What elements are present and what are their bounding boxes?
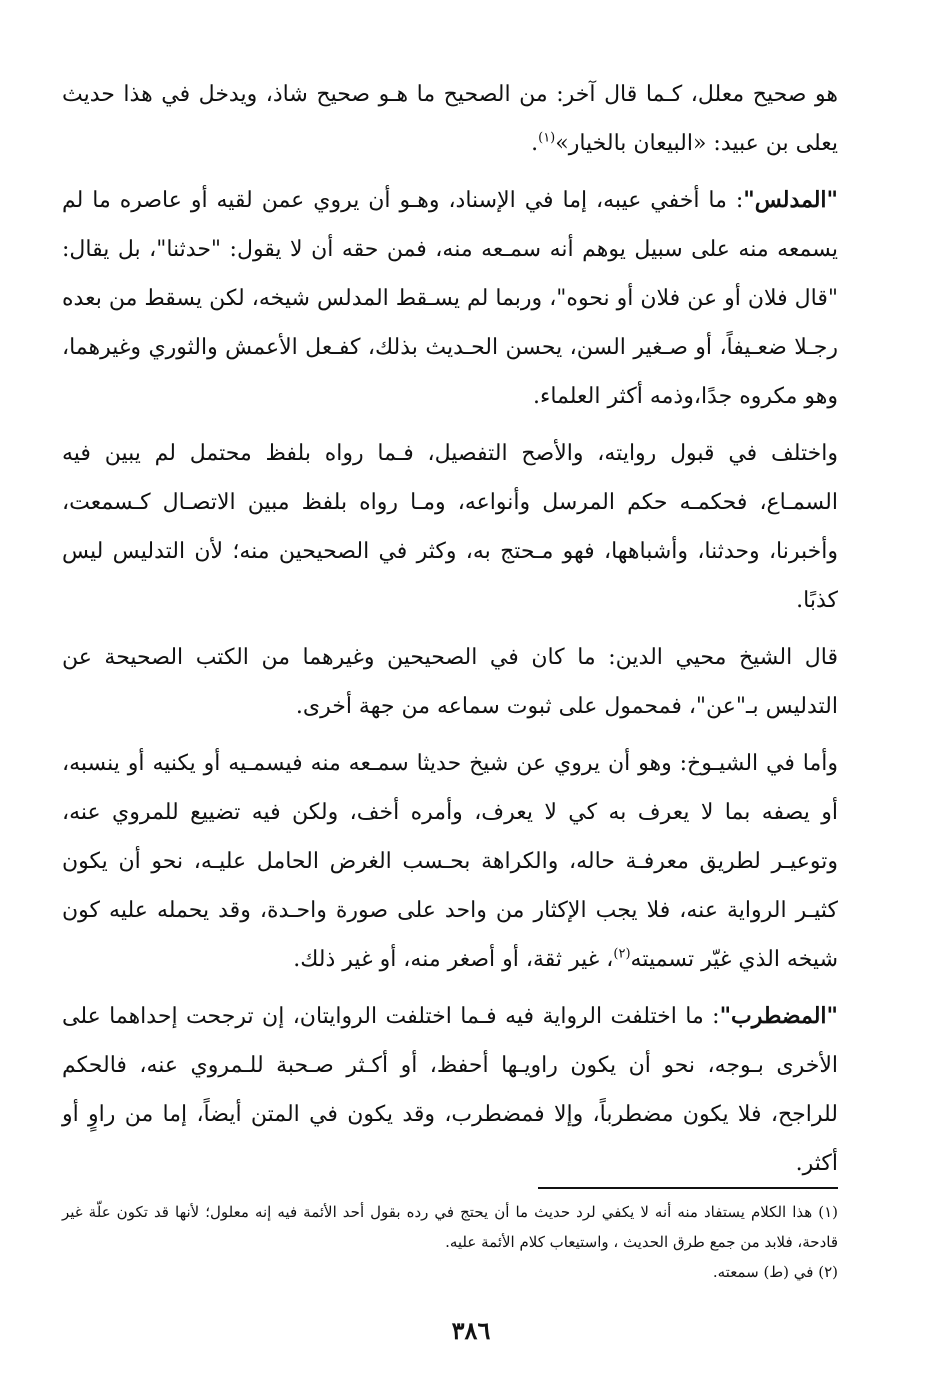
paragraph-2 xyxy=(62,176,838,421)
paragraph-tail: ، غير ثقة، أو أصغر منه، أو غير ذلك. xyxy=(293,947,614,972)
paragraph-tail: . xyxy=(531,131,539,156)
paragraph-text: هو صحيح معلل، كـما قال آخر: من الصحيح ما هـو صحيح شاذ، ويدخل في هذا حديث يعلى بن عبيد: «البيعان بالخيار» xyxy=(62,82,838,156)
paragraph-text: وأما في الشيـوخ: وهو أن يروي عن شيخ حديثا سمـعه منه فيسمـيه أو يكنيه أو ينسبه، أو يصفه بما لا يعرف به كي لا يعرف، وأمره أخف، ولكن فيه تضييع للمروي عنه، وتوعيـر لطريق معرفـة حاله، والكراهة بحـسب الغرض الحامل عليـه، نحو أن يكون كثيـر الرواية عنه، فلا يجب الإكثار من واحد على صورة واحـدة، وقد يحمله عليه كون شيخه الذي غيّر تسميته xyxy=(62,751,839,972)
footnotes-section xyxy=(62,1197,838,1287)
paragraph-text: قال الشيخ محيي الدين: ما كان في الصحيحين وغيرهما من الكتب الصحيحة عن التدليس بـ"عن"، فمحمول على ثبوت سماعه من جهة أخرى. xyxy=(62,645,838,719)
footnote-divider xyxy=(538,1187,838,1189)
paragraph-text: واختلف في قبول روايته، والأصح التفصيل، فـما رواه بلفظ محتمل لم يبين فيه السمـاع، فحكمـه حكم المرسل وأنواعه، ومـا رواه بلفظ مبين الاتصـال كـسمعت، وأخبرنا، وحدثنا، وأشباهها، فهو مـحتج به، وكثر في الصحيحين منه؛ لأن التدليس ليس كذبًا. xyxy=(62,441,838,613)
paragraph-1 xyxy=(62,70,838,168)
paragraph-text: : ما اختلفت الرواية فيه فـما اختلفت الروايتان، إن ترجحت إحداهما على الأخرى بـوجه، نحو أن يكون راويـها أحفظ، أو أكـثر صـحبة للـمروي عنه، فالحكم للراجح، فلا يكون مضطرباً، وإلا فمضطرب، وقد يكون في المتن أيضاً، إما من راوٍ أو أكثر. xyxy=(62,1004,838,1176)
footnote-2: (٢) في (ط) سمعته. xyxy=(712,1263,838,1281)
paragraph-4 xyxy=(62,633,838,731)
paragraph-term: "المضطرب" xyxy=(719,1003,838,1029)
paragraph-3 xyxy=(62,429,838,625)
page-number: ٣٨٦ xyxy=(451,1316,491,1345)
footnote-reference[interactable]: (١) xyxy=(538,130,556,146)
paragraph-text: : ما أخفي عيبه، إما في الإسناد، وهـو أن يروي عمن لقيه أو عاصره ما لم يسمعه منه على سبيل يوهم أنه سمـعه منه، فمن حقه أن لا يقول: "حدثنا"، بل يقال: "قال فلان أو عن فلان أو نحوه"، وربما لم يسـقط المدلس شيخه، لكن يسقط من بعده رجـلا ضعـيفاً، أو صـغير السن، يحسن الحـديث بذلك، كفـعل الأعمش والثوري وغيرهما، وهو مكروه جدًا،وذمه أكثر العلماء. xyxy=(62,188,838,409)
paragraph-term: "المدلس" xyxy=(743,187,838,213)
footnote-reference[interactable]: (٢) xyxy=(613,946,631,962)
paragraph-5 xyxy=(62,739,838,984)
paragraph-6 xyxy=(62,992,838,1188)
main-text xyxy=(62,70,838,1196)
footnote-1: (١) هذا الكلام يستفاد منه أنه لا يكفي لرد حديث ما أن يحتج في رده بقول أحد الأئمة فيه إنه معلول؛ لأنها قد تكون علّة غير قادحة، فلابد من جمع طرق الحديث ، واستيعاب كلام الأئمة عليه. xyxy=(62,1203,838,1251)
